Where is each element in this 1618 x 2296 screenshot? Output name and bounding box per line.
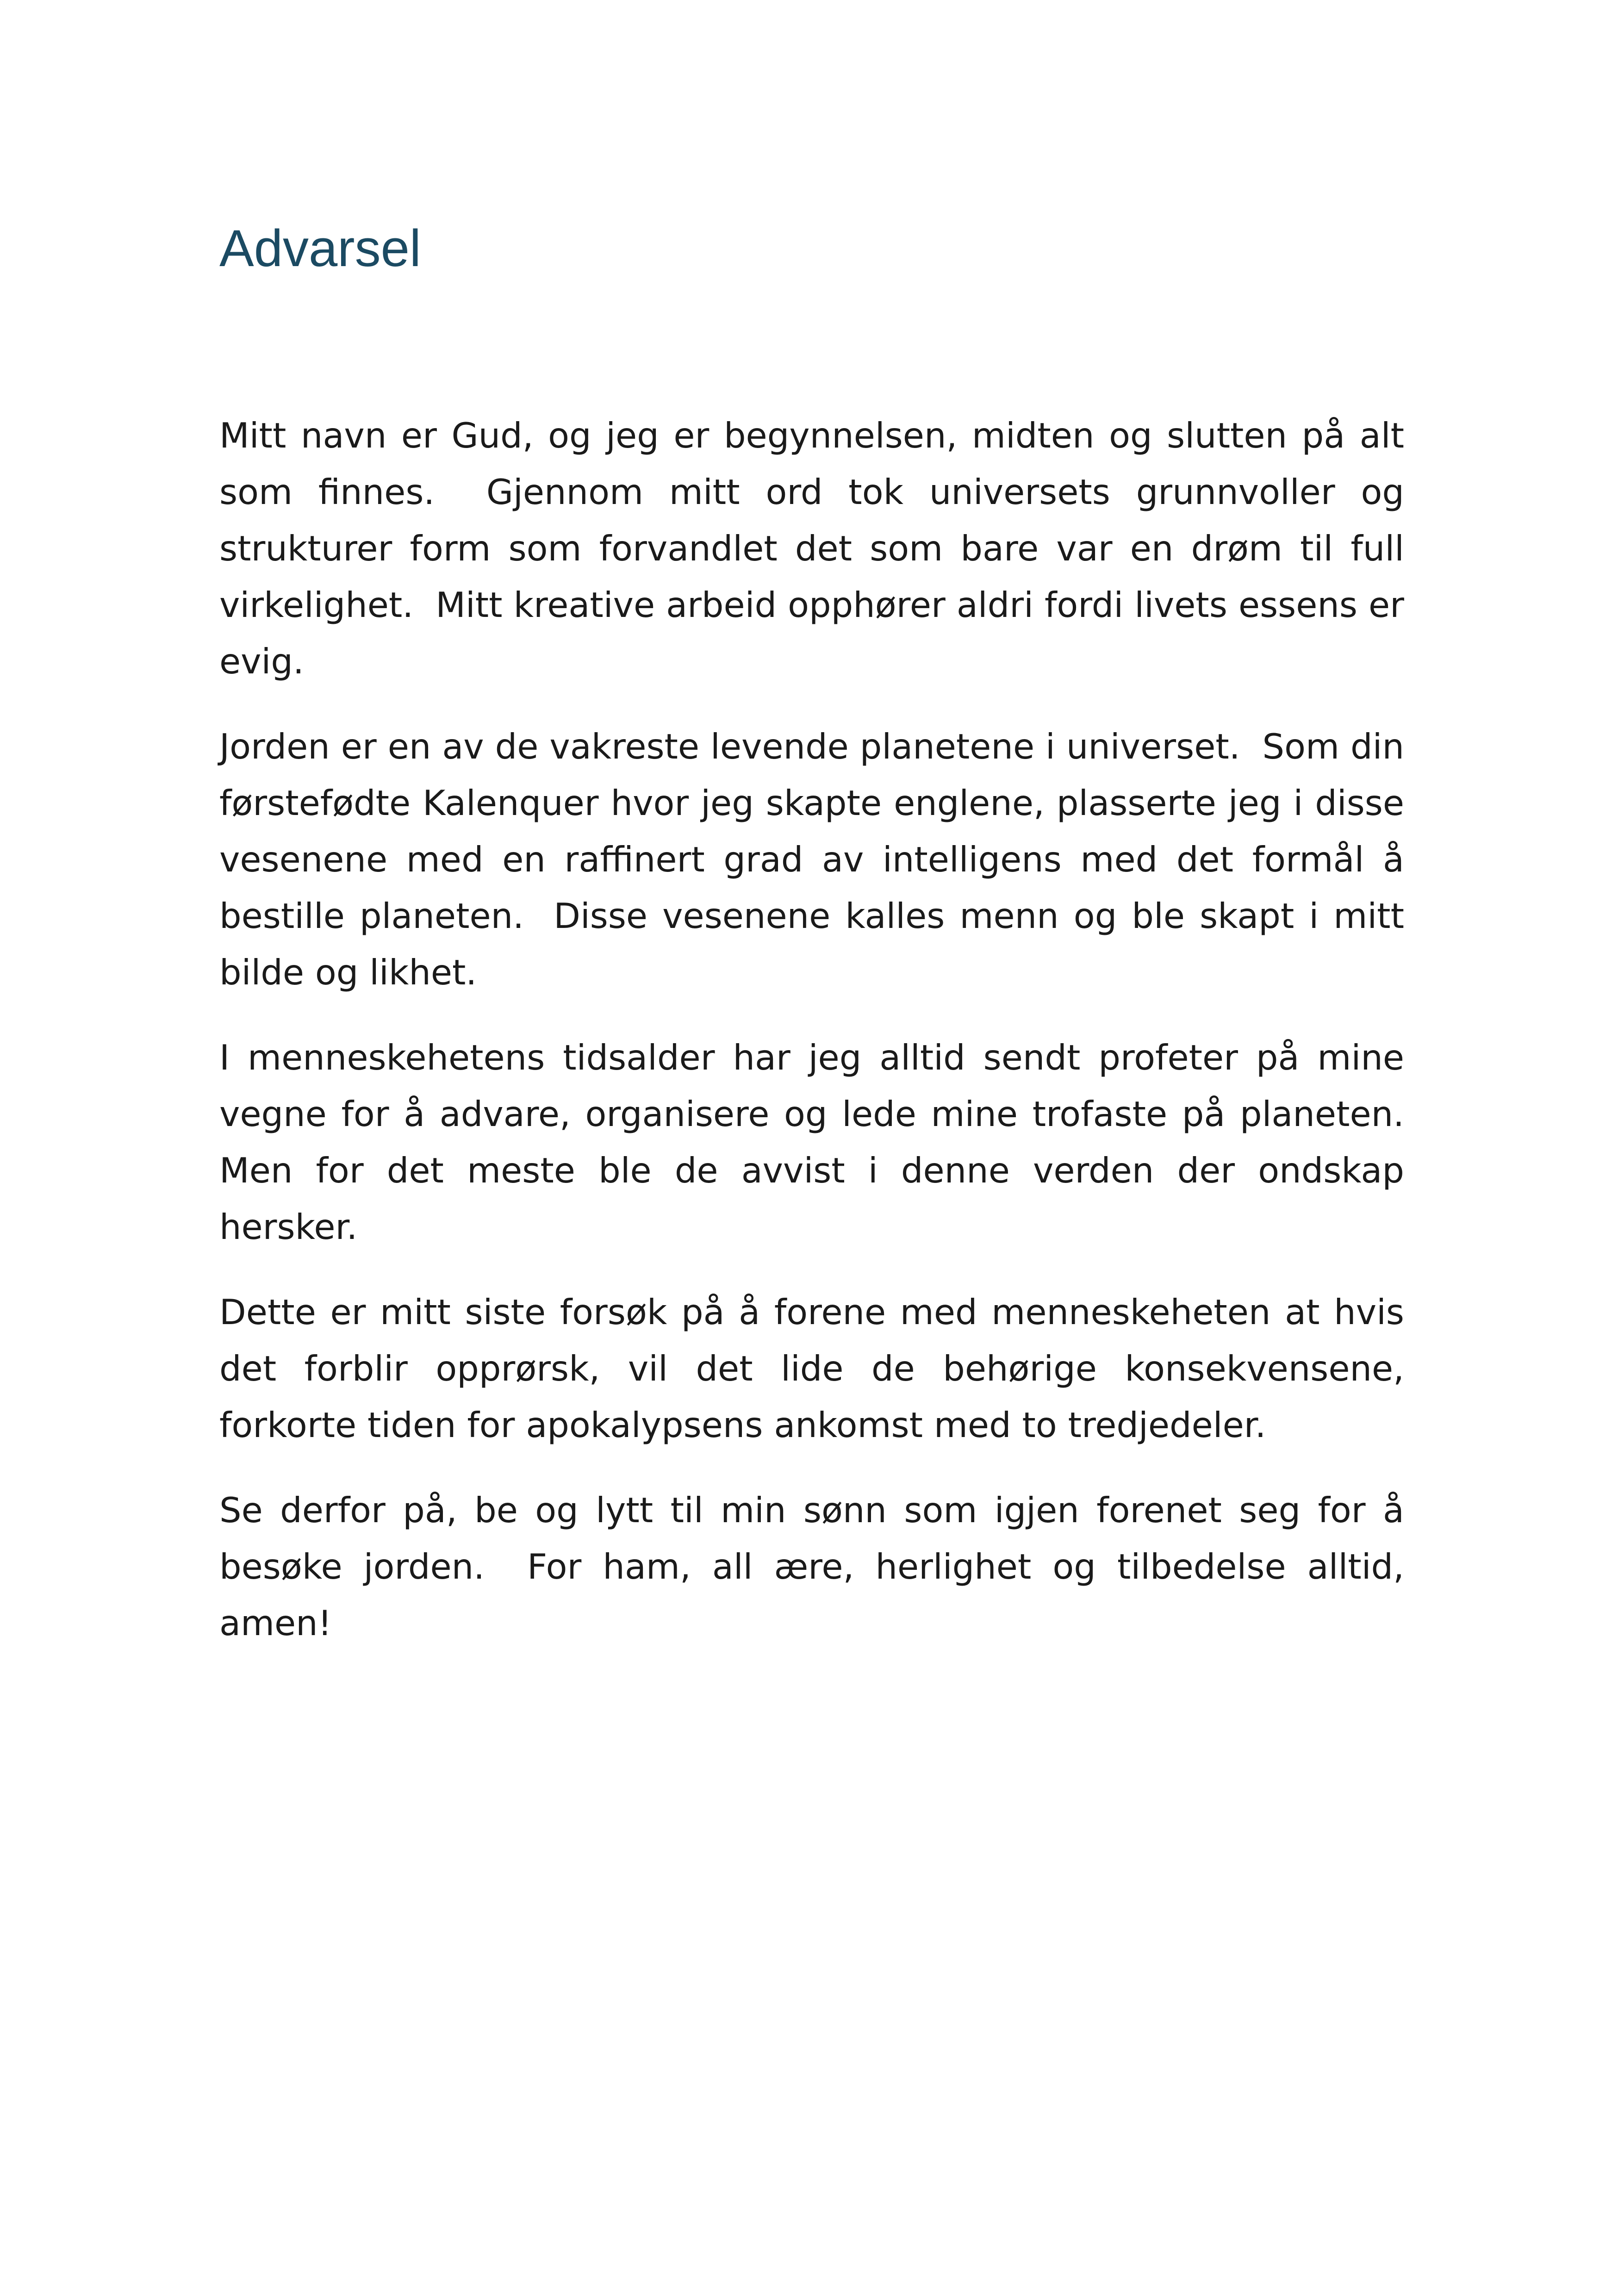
paragraph-1: Mitt navn er Gud, og jeg er begynnelsen, midten og slutten på alt som finnes. Gjennom mitt ord tok universets grunnvoller og strukturer form som forvandlet det som bare var en drøm til full virkelighet. Mitt kreative arbeid opphører aldri fordi livets essens er evig. (219, 415, 1415, 682)
document-body (219, 407, 1426, 1680)
paragraph-5: Se derfor på, be og lytt til min sønn som igjen forenet seg for å besøke jorden. For ham, all ære, herlighet og tilbedelse alltid, amen! (219, 1490, 1415, 1643)
paragraph-3: I menneskehetens tidsalder har jeg alltid sendt profeter på mine vegne for å advare, organisere og lede mine trofaste på planeten. Men for det meste ble de avvist i denne verden der ondskap hersker. (219, 1037, 1426, 1247)
paragraph-2: Jorden er en av de vakreste levende planetene i universet. Som din førstefødte Kalenquer hvor jeg skapte englene, plasserte jeg i disse vesenene med en raffinert grad av intelligens med det formål å bestille planeten. Disse vesenene kalles menn og ble skapt i mitt bilde og likhet. (219, 726, 1415, 993)
paragraph-4: Dette er mitt siste forsøk på å forene med menneskeheten at hvis det forblir opprørsk, vil det lide de behørige konsekvensene, forkorte tiden for apokalypsens ankomst med to tredjedeler. (219, 1292, 1415, 1445)
document-title: Advarsel (219, 219, 421, 277)
